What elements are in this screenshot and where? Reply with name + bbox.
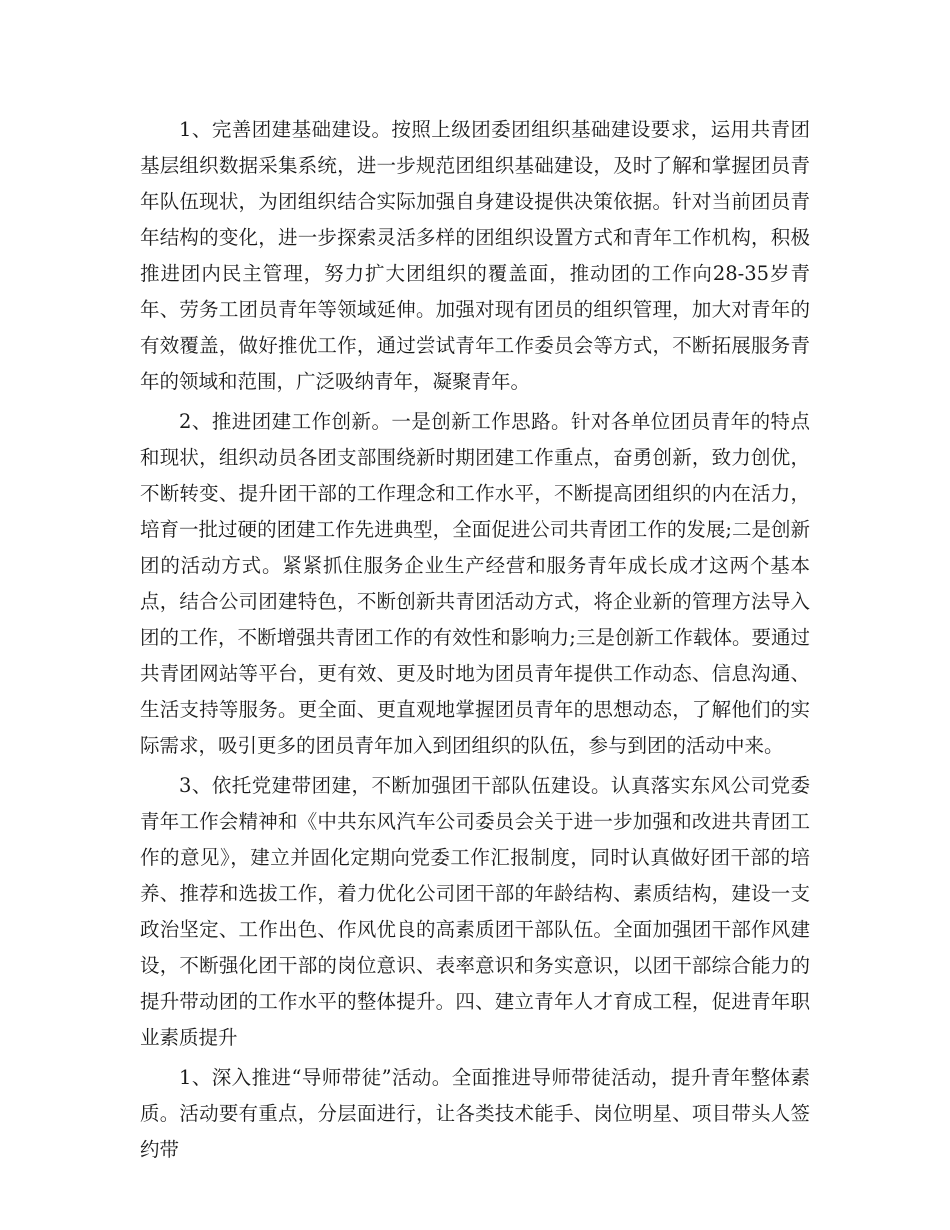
paragraph-1: 1、完善团建基础建设。按照上级团委团组织基础建设要求，运用共青团基层组织数据采集系统，进一步规范团组织基础建设，及时了解和掌握团员青年队伍现状，为团组织结合实际加强自身建设提供决策依据。针对当前团员青年结构的变化，进一步探索灵活多样的团组织设置方式和青年工作机构，积极推进团内民主管理，努力扩大团组织的覆盖面，推动团的工作向28-35岁青年、劳务工团员青年等领域延伸。加强对现有团员的组织管理，加大对青年的有效覆盖，做好推优工作，通过尝试青年工作委员会等方式，不断拓展服务青年的领域和范围，广泛吸纳青年，凝聚青年。 bbox=[140, 118, 810, 393]
document-body bbox=[140, 112, 810, 1172]
paragraph-4: 1、深入推进“导师带徒”活动。全面推进导师带徒活动，提升青年整体素质。活动要有重点，分层面进行，让各类技术能手、岗位明星、项目带头人签约带 bbox=[140, 1066, 810, 1161]
paragraph-3: 3、依托党建带团建，不断加强团干部队伍建设。认真落实东风公司党委青年工作会精神和《中共东风汽车公司委员会关于进一步加强和改进共青团工作的意见》，建立并固化定期向党委工作汇报制度，同时认真做好团干部的培养、推荐和选拔工作，着力优化公司团干部的年龄结构、素质结构，建设一支政治坚定、工作出色、作风优良的高素质团干部队伍。全面加强团干部作风建设，不断强化团干部的岗位意识、表率意识和务实意识，以团干部综合能力的提升带动团的工作水平的整体提升。四、建立青年人才育成工程，促进青年职业素质提升 bbox=[140, 774, 810, 1049]
paragraph-2: 2、推进团建工作创新。一是创新工作思路。针对各单位团员青年的特点和现状，组织动员各团支部围绕新时期团建工作重点，奋勇创新，致力创优，不断转变、提升团干部的工作理念和工作水平，不断提高团组织的内在活力，培育一批过硬的团建工作先进典型，全面促进公司共青团工作的发展;二是创新团的活动方式。紧紧抓住服务企业生产经营和服务青年成长成才这两个基本点，结合公司团建特色，不断创新共青团活动方式，将企业新的管理方法导入团的工作，不断增强共青团工作的有效性和影响力;三是创新工作载体。要通过共青团网站等平台，更有效、更及时地为团员青年提供工作动态、信息沟通、生活支持等服务。更全面、更直观地掌握团员青年的思想动态，了解他们的实际需求，吸引更多的团员青年加入到团组织的队伍，参与到团的活动中来。 bbox=[140, 410, 810, 757]
